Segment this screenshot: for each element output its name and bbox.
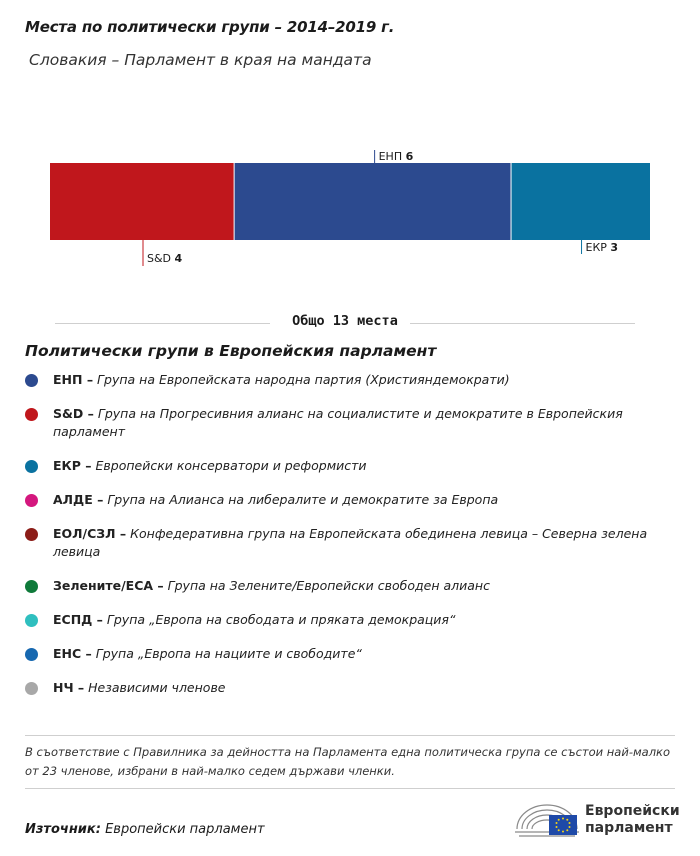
- legend-dot: [25, 648, 38, 661]
- legend-text: Независими членове: [84, 680, 226, 695]
- chart-subtitle: Словакия – Парламент в края на мандата: [29, 51, 372, 69]
- logo-text: [585, 803, 680, 837]
- segment-label: [147, 252, 183, 265]
- total-seats: Общо 13 места: [292, 313, 398, 329]
- logo-line-1: Европейски: [585, 803, 680, 819]
- ep-logo: [515, 799, 680, 839]
- legend-text: Европейски консерватори и реформисти: [91, 458, 367, 473]
- legend-text: Група на Алианса на либералите и демократите за Европа: [103, 492, 499, 507]
- ep-emblem-icon: [515, 799, 581, 839]
- legend-item: [25, 371, 650, 389]
- legend-title: Политически групи в Европейския парламент: [25, 342, 437, 360]
- chart-title: Места по политически групи – 2014–2019 г.: [25, 18, 395, 36]
- legend-item: [25, 525, 650, 561]
- legend-dot: [25, 580, 38, 593]
- divider-top: [25, 735, 675, 736]
- legend-code: НЧ –: [53, 680, 85, 695]
- segment-label-value: 3: [610, 241, 619, 254]
- legend-code: Зелените/ЕСА –: [53, 578, 164, 593]
- segment-label: [586, 241, 619, 254]
- legend-code: ЕНП –: [53, 372, 94, 387]
- legend-code: ЕКР –: [53, 458, 92, 473]
- legend-code: ЕСПД –: [53, 612, 103, 627]
- source-label: Източник:: [25, 822, 101, 837]
- legend-dot: [25, 528, 38, 541]
- source-value: Европейски парламент: [100, 822, 265, 837]
- segment-label-name: ЕКР: [585, 241, 611, 254]
- legend-text: Конфедеративна група на Европейската обединена левица – Северна зелена левица: [53, 526, 648, 559]
- segment-label-value: 6: [405, 150, 414, 163]
- bar-segment: [50, 163, 234, 240]
- legend-text: Група на Прогресивния алианс на социалистите и демократите в Европейския парламент: [53, 406, 623, 439]
- logo-line-2: парламент: [585, 820, 673, 836]
- legend-dot: [25, 374, 38, 387]
- segment-label-value: 4: [174, 252, 183, 265]
- legend-item: [25, 457, 650, 475]
- bar-segment: [512, 163, 650, 240]
- divider-bottom: [25, 788, 675, 789]
- legend-item: [25, 645, 650, 663]
- bar-segment: [235, 163, 511, 240]
- legend-dot: [25, 614, 38, 627]
- legend-text: Група на Европейската народна партия (Християндемократи): [93, 372, 510, 387]
- legend-text: Група на Зелените/Европейски свободен алианс: [163, 578, 490, 593]
- legend-dot: [25, 460, 38, 473]
- legend-item: [25, 491, 650, 509]
- seat-bar-chart: [0, 140, 700, 280]
- legend-dot: [25, 494, 38, 507]
- legend-item: [25, 577, 650, 595]
- segment-label-name: ЕНП: [378, 150, 406, 163]
- segment-label: [379, 150, 414, 163]
- legend-code: АЛДЕ –: [53, 492, 104, 507]
- legend-code: ЕОЛ/СЗЛ –: [53, 526, 127, 541]
- legend-text: Група „Европа на свободата и пряката демокрация“: [102, 612, 456, 627]
- legend-code: ЕНС –: [53, 646, 92, 661]
- legend-item: [25, 679, 650, 697]
- source: [25, 822, 265, 837]
- segment-label-name: S&D: [147, 252, 175, 265]
- legend-dot: [25, 408, 38, 421]
- legend-item: [25, 405, 650, 441]
- legend: [25, 371, 650, 713]
- total-row: [55, 313, 635, 333]
- legend-dot: [25, 682, 38, 695]
- footnote: В съответствие с Правилника за дейността на Парламента една политическа група се състои най-малко от 23 членове, избрани в най-малко седем държави членки.: [25, 745, 671, 778]
- legend-text: Група „Европа на нациите и свободите“: [91, 646, 362, 661]
- legend-item: [25, 611, 650, 629]
- legend-code: S&D –: [53, 406, 94, 421]
